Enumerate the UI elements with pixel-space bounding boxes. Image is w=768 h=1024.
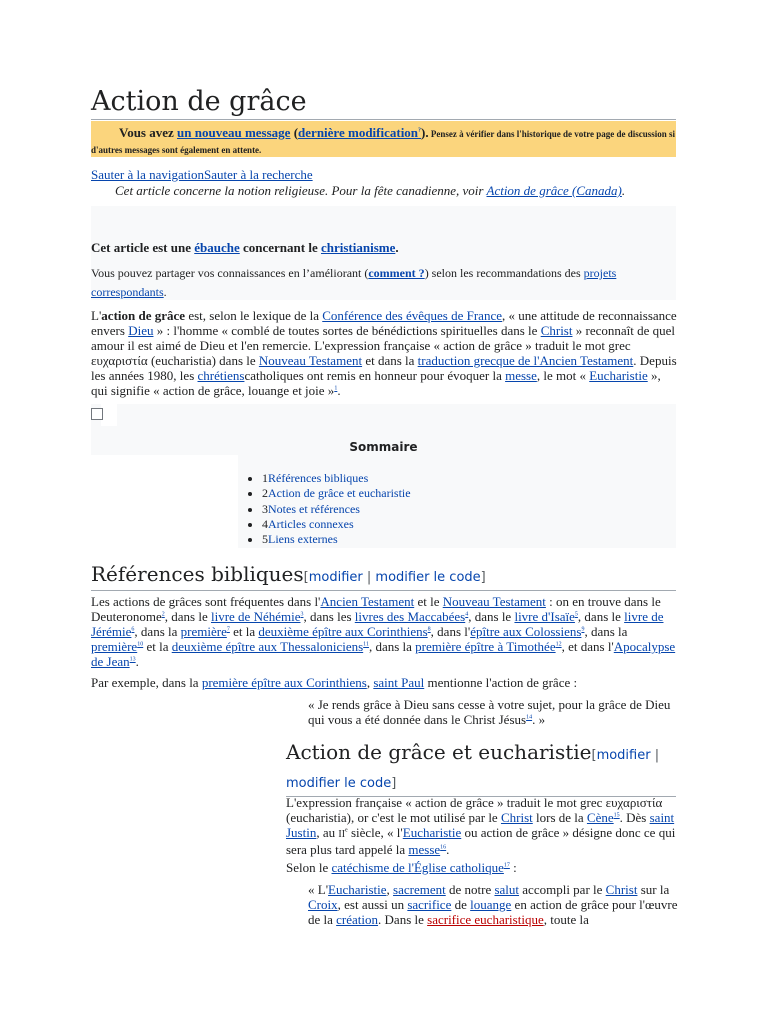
toc-item[interactable]: • 1Références bibliques (262, 471, 411, 486)
paragraph: Selon le catéchisme de l'Église catholique$^{17}$ : (286, 860, 517, 875)
paragraph: L'expression française « action de grâce » traduit le mot grec ευχαριστία (eucharistia), or c'est le mot utilisé par le Christ lors de la Cène$^{15}$. Dès saint Justin, au IIe siècle, « l'Eucharistie ou action de grâce » désigne donc ce qui sera plus tard appelé la messe$^{16}$. (286, 795, 676, 857)
septuagint-link[interactable]: traduction grecque de l'Ancien Testament (417, 353, 634, 368)
projects-link[interactable]: projets correspondants (91, 266, 617, 299)
deuxieme-corinthiens-link[interactable]: deuxième épître aux Corinthiens (258, 624, 428, 639)
nt-link[interactable]: Nouveau Testament (442, 594, 546, 609)
deuxieme-thessaloniciens-link[interactable]: deuxième épître aux Thessaloniciens (171, 639, 364, 654)
hatnote-link[interactable]: Action de grâce (Canada) (486, 183, 622, 198)
blockquote: « L'Eucharistie, sacrement de notre salut accompli par le Christ sur la Croix, est aussi un sacrifice de louange en action de grâce pour l'œuvre de la création. Dans le sacrifice eucharistique, toute la (308, 882, 678, 927)
ref-9[interactable]: 9 (581, 626, 585, 633)
toc-toggle-checkbox[interactable] (91, 408, 103, 420)
ref-5[interactable]: 5 (574, 611, 578, 618)
edit-links: [modifier | modifier le code] (303, 570, 486, 585)
section-heading: Action de grâce et eucharistie[modifier | modifier le code] (286, 740, 676, 797)
cene-link[interactable]: Cène (586, 810, 614, 825)
toc-list (238, 471, 411, 547)
last-modification-link[interactable]: dernière modification? (298, 125, 422, 140)
dieu-link[interactable]: Dieu (128, 323, 154, 338)
section-references-bibliques (91, 562, 676, 591)
table-of-contents (91, 404, 676, 548)
ref-17[interactable]: 17 (503, 862, 510, 869)
premiere-corinthiens-link[interactable]: première (180, 624, 227, 639)
edit-links: [modifier | modifier le code] (286, 748, 660, 791)
christ-link[interactable]: Christ (500, 810, 533, 825)
creation-link[interactable]: création (336, 912, 379, 927)
ref-4[interactable]: 4 (465, 611, 469, 618)
hatnote: Cet article concerne la notion religieuse. Pour la fête canadienne, voir Action de grâce (Canada). (115, 183, 626, 198)
how-link[interactable]: comment ? (368, 266, 425, 280)
messe-link[interactable]: messe (505, 368, 537, 383)
ref-7[interactable]: 7 (226, 626, 230, 633)
blockquote: « Je rends grâce à Dieu sans cesse à votre sujet, pour la grâce de Dieu qui vous a été donnée dans le Christ Jésus$^{14}$. » (308, 697, 671, 727)
paragraph: Par exemple, dans la première épître aux Corinthiens, saint Paul mentionne l'action de grâce : (91, 675, 578, 690)
stub-link[interactable]: ébauche (194, 240, 240, 255)
toc-item[interactable]: • 5Liens externes (262, 532, 411, 547)
jeremie-link[interactable]: livre de Jérémie (91, 609, 664, 639)
ref-8[interactable]: 8 (427, 626, 431, 633)
new-message-link[interactable]: un nouveau message (177, 125, 291, 140)
colossiens-link[interactable]: épître aux Colossiens (470, 624, 582, 639)
ref-14[interactable]: 14 (526, 714, 533, 721)
christ-link[interactable]: Christ (605, 882, 638, 897)
nehemie-link[interactable]: livre de Néhémie (210, 609, 301, 624)
ref-3[interactable]: 3 (300, 611, 304, 618)
ref-16[interactable]: 16 (440, 844, 447, 851)
ref-15[interactable]: 15 (613, 812, 620, 819)
premiere-corinthiens-link[interactable]: première épître aux Corinthiens (201, 675, 367, 690)
saint-justin-link[interactable]: saint Justin (286, 810, 675, 840)
catechisme-link[interactable]: catéchisme de l'Église catholique (331, 860, 504, 875)
sacrement-link[interactable]: sacrement (393, 882, 446, 897)
ref-11[interactable]: 11 (363, 641, 369, 648)
saint-paul-link[interactable]: saint Paul (373, 675, 425, 690)
page-title: Action de grâce (91, 86, 676, 120)
skip-to-search-link[interactable]: Sauter à la recherche (204, 167, 313, 182)
toc-item[interactable]: • 4Articles connexes (262, 517, 411, 532)
louange-link[interactable]: louange (470, 897, 512, 912)
stub-notice (91, 206, 676, 300)
new-message-banner (91, 121, 676, 157)
edit-code-link[interactable]: modifier le code (286, 776, 392, 791)
eucharistie-link[interactable]: Eucharistie (328, 882, 387, 897)
salut-link[interactable]: salut (494, 882, 520, 897)
timothee-link[interactable]: première épître à Timothée (415, 639, 556, 654)
ref-2[interactable]: 2 (161, 611, 165, 618)
sacrifice-link[interactable]: sacrifice (407, 897, 452, 912)
ref-12[interactable]: 12 (555, 641, 562, 648)
chretiens-link[interactable]: chrétiens (197, 368, 245, 383)
section-heading: Références bibliques[modifier | modifier le code] (91, 562, 676, 591)
eucharistie-link[interactable]: Eucharistie (402, 825, 462, 840)
maccabees-link[interactable]: livres des Maccabées (354, 609, 466, 624)
edit-link[interactable]: modifier (596, 748, 651, 763)
skip-links (91, 167, 313, 183)
stub-title: Cet article est une ébauche concernant le christianisme. (91, 240, 399, 255)
edit-link[interactable]: modifier (308, 570, 363, 585)
intro-paragraph: L'action de grâce est, selon le lexique de la Conférence des évêques de France, « une attitude de reconnaissance envers Dieu » : l'homme « comblé de toutes sortes de bénédictions spirituelles dans le Christ » reconnaît de quel amour il est aimé de Dieu et l'en remercie. L'expression française « action de grâce » traduit le mot grec ευχαριστία (eucharistia) dans le Nouveau Testament et dans la traduction grecque de l'Ancien Testament. Depuis les années 1980, les chrétienscatholiques ont remis en honneur pour évoquer la messe, le mot « Eucharistie », qui signifie « action de grâce, louange et joie »$^1$. (91, 308, 677, 398)
christ-link[interactable]: Christ (540, 323, 573, 338)
christianism-link[interactable]: christianisme (320, 240, 396, 255)
section-action-de-grace-et-eucharistie (286, 740, 676, 797)
paragraph: Les actions de grâces sont fréquentes dans l'Ancien Testament et le Nouveau Testament : on en trouve dans le Deuteronome$^2$, dans le livre de Néhémie$^3$, dans les livres des Maccabées$^4$, dans le livre d'Isaïe$^5$, dans le livre de Jérémie$^6$, dans la première$^7$ et la deuxième épître aux Corinthiens$^8$, dans l'épître aux Colossiens$^9$, dans la première$^{10}$ et la deuxième épître aux Thessaloniciens$^{11}$, dans la première épître à Timothée$^{12}$, et dans l'Apocalypse de Jean$^{13}$. (91, 594, 676, 669)
new-message-note: Pensez à vérifier dans l'historique de votre page de discussion si d'autres messages sont également en attente. (91, 129, 676, 155)
apocalypse-link[interactable]: Apocalypse de Jean (91, 639, 676, 669)
premiere-thessaloniciens-link[interactable]: première (91, 639, 138, 654)
messe-link[interactable]: messe (408, 842, 441, 857)
cef-link[interactable]: Conférence des évêques de France (322, 308, 502, 323)
skip-to-navigation-link[interactable]: Sauter à la navigation (91, 167, 204, 182)
nt-link[interactable]: Nouveau Testament (258, 353, 363, 368)
croix-link[interactable]: Croix (308, 897, 338, 912)
at-link[interactable]: Ancien Testament (320, 594, 415, 609)
ref-10[interactable]: 10 (137, 641, 144, 648)
new-message-text: Vous avez un nouveau message (dernière modification?). (119, 125, 429, 140)
eucharistie-link[interactable]: Eucharistie (589, 368, 648, 383)
ref-1[interactable]: 1 (334, 385, 338, 392)
toc-heading: Sommaire (349, 440, 418, 454)
toc-item[interactable]: • 2Action de grâce et eucharistie (262, 486, 411, 501)
sacrifice-eucharistique-redlink[interactable]: sacrifice eucharistique (427, 912, 544, 927)
stub-text: Vous pouvez partager vos connaissances en l’améliorant (comment ?) selon les recommandations des projets correspondants. (91, 266, 617, 299)
ref-6[interactable]: 6 (131, 626, 135, 633)
edit-code-link[interactable]: modifier le code (375, 570, 481, 585)
isaie-link[interactable]: livre d'Isaïe (514, 609, 575, 624)
ref-13[interactable]: 13 (129, 656, 136, 663)
toc-item[interactable]: • 3Notes et références (262, 502, 411, 517)
